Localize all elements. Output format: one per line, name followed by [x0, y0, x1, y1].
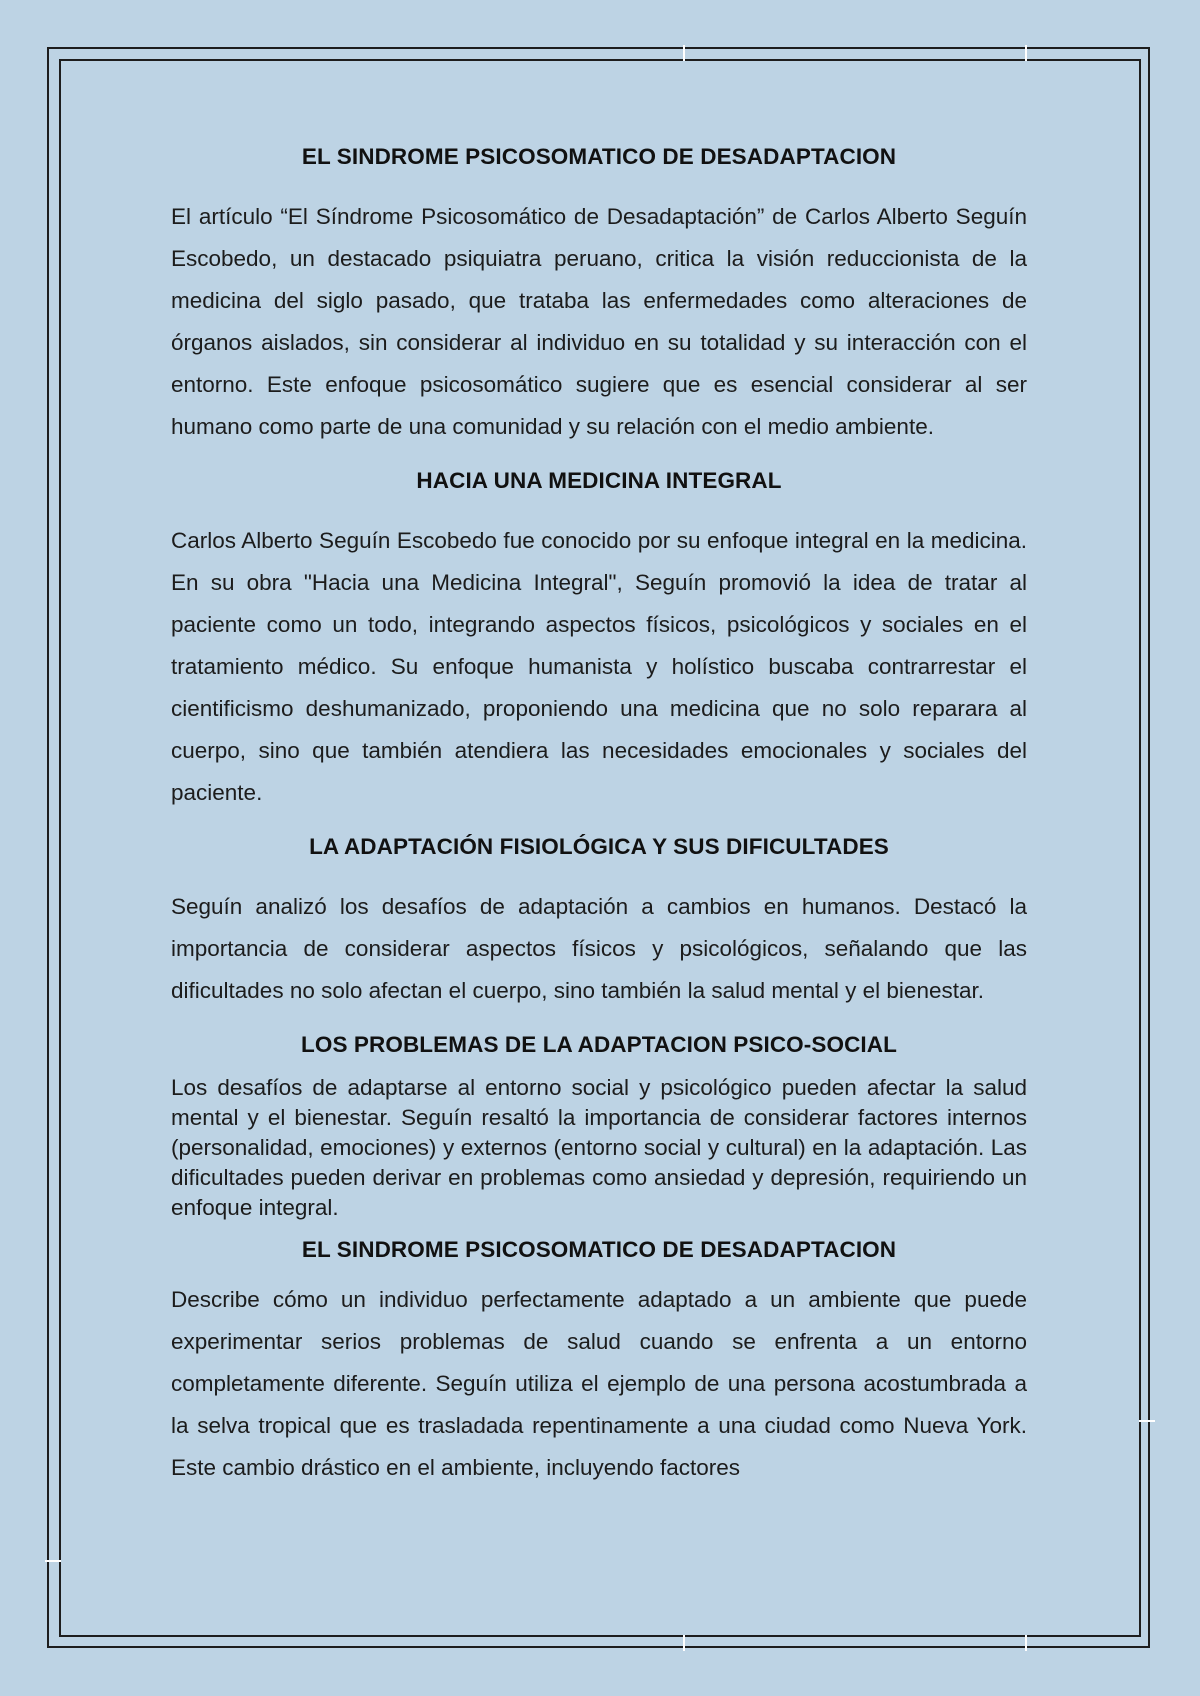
section-heading: EL SINDROME PSICOSOMATICO DE DESADAPTACION	[301, 1237, 897, 1262]
border-seam-mark	[683, 1635, 685, 1651]
border-seam-mark	[1139, 1420, 1155, 1422]
section-paragraph: Describe cómo un individuo perfectamente adaptado a un ambiente que puede experimentar serios problemas de salud cuando se enfrenta a un entorno completamente diferente. Seguín utiliza el ejemplo de una persona acostumbrada a la selva tropical que es trasladada repentinamente a una ciudad como Nueva York. Este cambio drástico en el ambiente, incluyendo factores	[171, 1287, 1027, 1480]
section-heading: HACIA UNA MEDICINA INTEGRAL	[416, 468, 782, 493]
border-seam-mark	[1025, 45, 1027, 61]
document-body	[171, 138, 1027, 1489]
border-seam-mark	[1025, 1635, 1027, 1651]
section-paragraph: Seguín analizó los desafíos de adaptación a cambios en humanos. Destacó la importancia de considerar aspectos físicos y psicológicos, señalando que las dificultades no solo afectan el cuerpo, sino también la salud mental y el bienestar.	[171, 894, 1027, 1003]
section-heading: EL SINDROME PSICOSOMATICO DE DESADAPTACION	[301, 144, 897, 169]
section-heading: LA ADAPTACIÓN FISIOLÓGICA Y SUS DIFICULTADES	[309, 834, 889, 859]
section-paragraph: El artículo “El Síndrome Psicosomático de Desadaptación” de Carlos Alberto Seguín Escobedo, un destacado psiquiatra peruano, critica la visión reduccionista de la medicina del siglo pasado, que trataba las enfermedades como alteraciones de órganos aislados, sin considerar al individuo en su totalidad y su interacción con el entorno. Este enfoque psicosomático sugiere que es esencial considerar al ser humano como parte de una comunidad y su relación con el medio ambiente.	[171, 204, 1027, 439]
border-seam-mark	[683, 45, 685, 61]
section-heading: LOS PROBLEMAS DE LA ADAPTACION PSICO-SOCIAL	[301, 1032, 897, 1057]
border-seam-mark	[45, 1560, 61, 1562]
section-paragraph: Carlos Alberto Seguín Escobedo fue conocido por su enfoque integral en la medicina. En su obra "Hacia una Medicina Integral", Seguín promovió la idea de tratar al paciente como un todo, integrando aspectos físicos, psicológicos y sociales en el tratamiento médico. Su enfoque humanista y holístico buscaba contrarrestar el cientificismo deshumanizado, proponiendo una medicina que no solo reparara al cuerpo, sino que también atendiera las necesidades emocionales y sociales del paciente.	[171, 528, 1027, 805]
section-paragraph: Los desafíos de adaptarse al entorno social y psicológico pueden afectar la salud mental y el bienestar. Seguín resaltó la importancia de considerar factores internos (personalidad, emociones) y externos (entorno social y cultural) en la adaptación. Las dificultades pueden derivar en problemas como ansiedad y depresión, requiriendo un enfoque integral.	[171, 1075, 1027, 1220]
